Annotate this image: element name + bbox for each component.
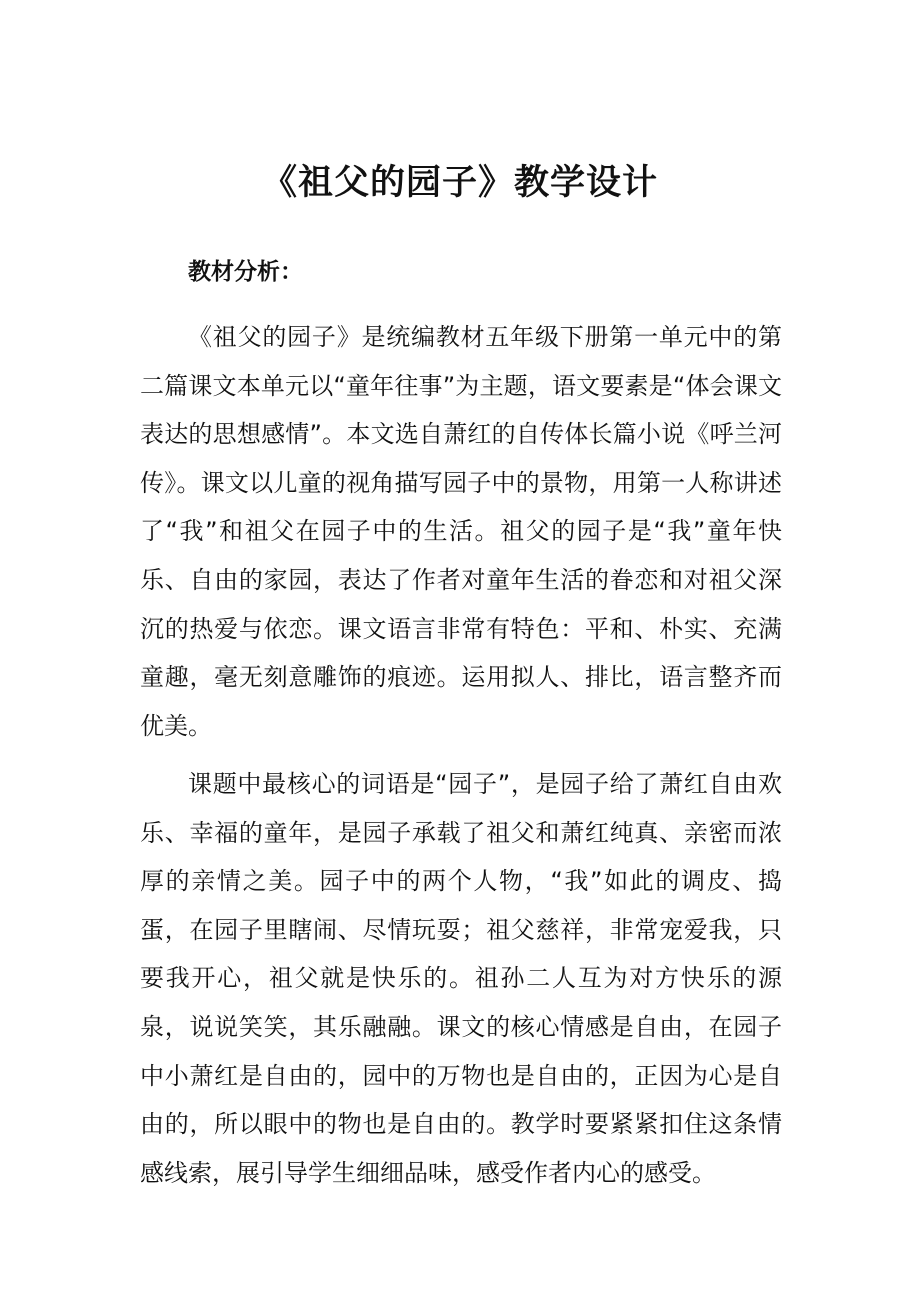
paragraph-1: 《祖父的园子》是统编教材五年级下册第一单元中的第二篇课文本单元以“童年往事”为主题，语文要素是“体会课文表达的思想感情”。本文选自萧红的自传体长篇小说《呼兰河传》。课文以儿童的视角描写园子中的景物，用第一人称讲述了“我”和祖父在园子中的生活。祖父的园子是“我”童年快乐、自由的家园，表达了作者对童年生活的眷恋和对祖父深沉的热爱与依恋。课文语言非常有特色：平和、朴实、充满童趣，毫无刻意雕饰的痕迹。运用拟人、排比，语言整齐而优美。 [140,323,782,740]
section-heading: 教材分析： [188,259,303,285]
document-title: 《祖父的园子》教学设计 [261,163,658,203]
paragraph-2: 课题中最核心的词语是“园子”，是园子给了萧红自由欢乐、幸福的童年，是园子承载了祖父和萧红纯真、亲密而浓厚的亲情之美。园子中的两个人物，“我”如此的调皮、捣蛋，在园子里瞎闹、尽情玩耍；祖父慈祥，非常宠爱我，只要我开心，祖父就是快乐的。祖孙二人互为对方快乐的源泉，说说笑笑，其乐融融。课文的核心情感是自由，在园子中小萧红是自由的，园中的万物也是自由的，正因为心是自由的，所以眼中的物也是自由的。教学时要紧紧扣住这条情感线索，展引导学生细细品味，感受作者内心的感受。 [140,770,782,1187]
